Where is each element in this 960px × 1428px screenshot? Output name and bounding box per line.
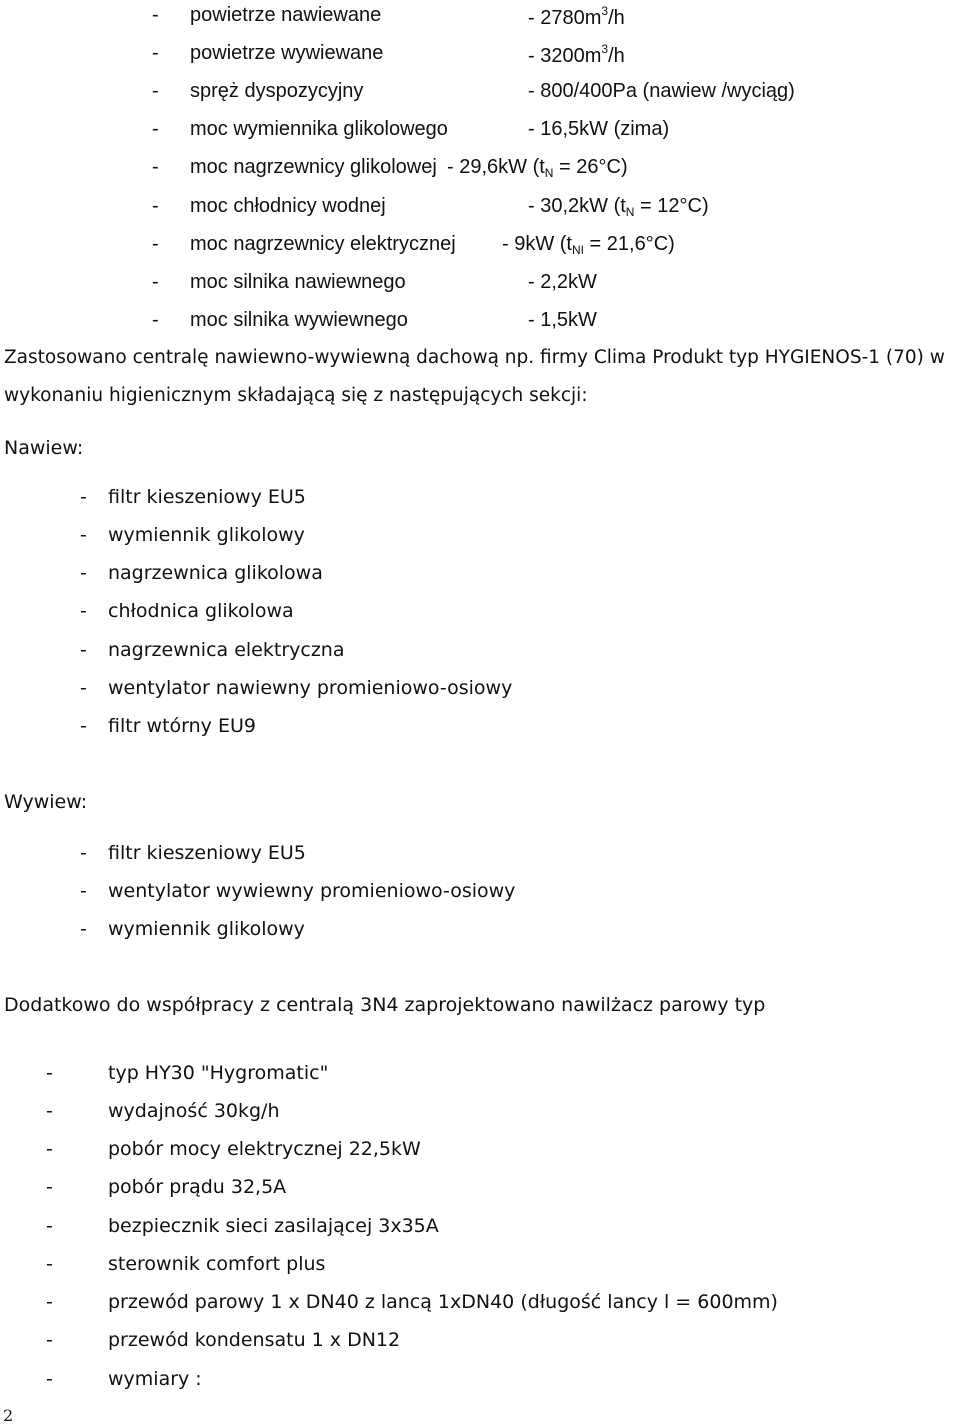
list-dash: - [152,271,159,293]
list-item: filtr wtórny EU9 [108,715,256,737]
list-dash: - [80,918,87,940]
list-item: wymiary : [108,1368,202,1390]
spec-label: moc nagrzewnicy elektrycznej [190,233,456,255]
spec-label: powietrze wywiewane [190,42,384,64]
list-dash: - [46,1368,53,1390]
list-dash: - [152,80,159,102]
list-dash: - [46,1291,53,1313]
spec-value: - 2,2kW [528,271,597,293]
section-heading: Nawiew: [4,437,84,459]
list-item: pobór prądu 32,5A [108,1176,287,1198]
list-dash: - [80,600,87,622]
spec-value: - 9kW $(t_{NI} = 21,6^\circ C)$ [502,233,675,257]
list-dash: - [80,842,87,864]
list-item: wydajność 30kg/h [108,1100,280,1122]
list-item: pobór mocy elektrycznej 22,5kW [108,1138,421,1160]
list-item: nagrzewnica glikolowa [108,562,323,584]
intro-line-2: wykonaniu higienicznym składającą się z następujących sekcji: [4,385,588,406]
list-dash: - [46,1100,53,1122]
list-dash: - [46,1138,53,1160]
spec-value: - $3200m^3/h$ [528,42,625,67]
spec-label: moc silnika nawiewnego [190,271,406,293]
section-heading: Wywiew: [4,791,88,813]
list-dash: - [46,1176,53,1198]
spec-label: moc wymiennika glikolowego [190,118,448,140]
spec-label: moc chłodnicy wodnej [190,195,386,217]
list-dash: - [80,562,87,584]
list-item: bezpiecznik sieci zasilającej 3x35A [108,1215,439,1237]
spec-value: - $2780m^3/h$ [528,4,625,29]
list-item: sterownik comfort plus [108,1253,326,1275]
list-dash: - [46,1329,53,1351]
spec-value: - 30,2kW $(t_N = 12^\circ C)$ [528,195,709,219]
list-dash: - [80,677,87,699]
spec-value: - 29,6kW $(t_N = 26^\circ C)$ [447,156,628,180]
list-dash: - [152,118,159,140]
list-item: nagrzewnica elektryczna [108,639,345,661]
list-dash: - [152,309,159,331]
spec-label: spręż dyspozycyjny [190,80,364,102]
list-dash: - [80,880,87,902]
list-dash: - [80,486,87,508]
spec-label: moc nagrzewnicy glikolowej [190,156,437,178]
list-dash: - [152,233,159,255]
spec-value: - 1,5kW [528,309,597,331]
list-dash: - [152,4,159,26]
list-item: przewód kondensatu 1 x DN12 [108,1329,401,1351]
spec-value: - 800/400Pa (nawiew /wyciąg) [528,80,795,102]
list-dash: - [152,42,159,64]
list-dash: - [152,195,159,217]
list-item: wymiennik glikolowy [108,918,305,940]
list-item: wentylator nawiewny promieniowo-osiowy [108,677,513,699]
intro-line-1: Zastosowano centralę nawiewno-wywiewną dachową np. firmy Clima Produkt typ HYGIENOS-1 (70) w [4,347,945,368]
spec-value: - 16,5kW (zima) [528,118,670,140]
list-item: filtr kieszeniowy EU5 [108,842,306,864]
list-item: typ HY30 "Hygromatic" [108,1062,329,1084]
spec-label: moc silnika wywiewnego [190,309,408,331]
page-number: 2 [3,1406,14,1425]
list-dash: - [80,639,87,661]
list-item: wentylator wywiewny promieniowo-osiowy [108,880,516,902]
list-item: wymiennik glikolowy [108,524,305,546]
list-dash: - [80,524,87,546]
list-dash: - [46,1062,53,1084]
list-item: chłodnica glikolowa [108,600,294,622]
list-dash: - [152,156,159,178]
spec-label: powietrze nawiewane [190,4,382,26]
humidifier-intro: Dodatkowo do współpracy z centralą 3N4 zaprojektowano nawilżacz parowy typ [4,994,766,1016]
list-dash: - [46,1253,53,1275]
list-item: przewód parowy 1 x DN40 z lancą 1xDN40 (długość lancy l = 600mm) [108,1291,778,1313]
list-dash: - [46,1215,53,1237]
list-dash: - [80,715,87,737]
list-item: filtr kieszeniowy EU5 [108,486,306,508]
